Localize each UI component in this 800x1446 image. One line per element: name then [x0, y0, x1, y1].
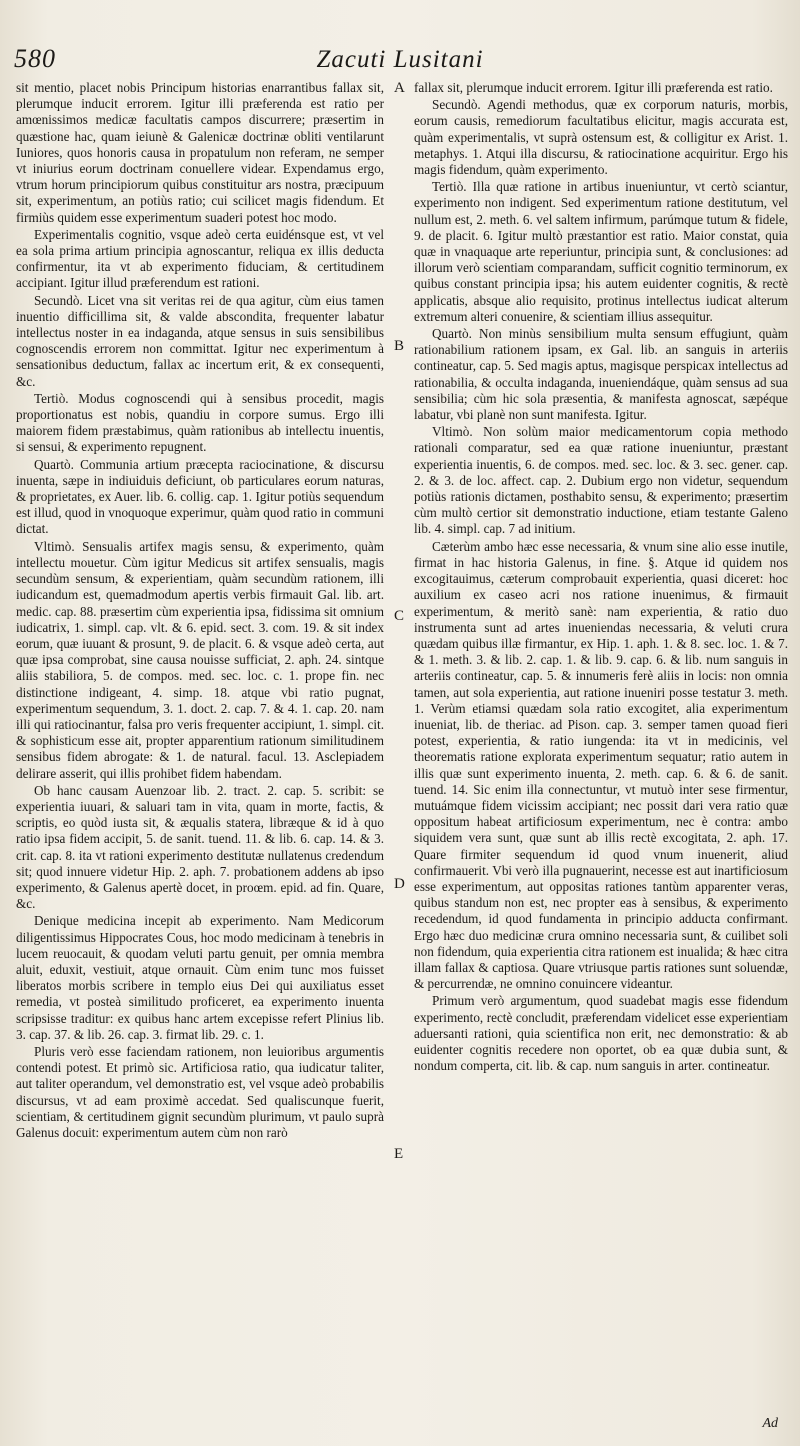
paragraph: Experimentalis cognitio, vsque adeò certa euidénsque est, vt vel ea sola prima artium principia agnoscantur, reliqua ex illis deducta confirmentur, ita vt ab experimento fiduciam, & certitudinem accipiant. Igitur illud præferendum est rationi. [16, 226, 384, 291]
paragraph: Vltimò. Sensualis artifex magis sensu, & experimento, quàm intellectu mouetur. Cùm igitur Medicus sit artifex sensualis, magis secundùm sensum, & experientiam, quàm secundùm rationem, illi iudicandum est, quemadmodum apertis verbis firmauit Gal. lib. art. medic. cap. 88. præsertim cùm experientia ipsa, fidissima sit omnium iudicatrix, 1. simpl. cap. vlt. & 6. epid. sect. 3. com. 19. & sit index eorum, quæ iuuant & prosunt, 9. de placit. 6. & vsque adeò certa, aut quæ ipsa comprobat, sine causa nouisse sufficiat, 2. aph. 24. sintque aliis stabiliora, 5. de compos. med. sec. loc. c. 1. prope fin. nec distinctione indigeant, 4. simp. 18. atque vbi ratio pugnat, experimentum sequendum, 3. 1. doct. 2. cap. 7. & 4. 1. cap. 20. nam illi qui ratiocinantur, falsa pro veris frequenter accipiunt, 1. simpl. cit. & sophisticum esse ait, propter apparentium rationum similitudinem sensibus fidem abrogate: & 1. de natural. facul. 13. Asclepiadem delirare asserit, qui illis prohibet fidem habendam. [16, 538, 384, 781]
paragraph: Tertiò. Modus cognoscendi qui à sensibus procedit, magis proportionatus est nobis, quandiu in corpore sumus. Ergo illi maiorem fidem præstabimus, quàm rationibus ab intellectu inuentis, si sensui, & experimento repugnent. [16, 390, 384, 455]
paragraph: Secundò. Agendi methodus, quæ ex corporum naturis, morbis, eorum causis, remediorum facultatibus elicitur, magis accurata est, quàm experimentalis, vt suprà ostensum est, & colligitur ex Arist. 1. metaphys. 1. Atqui illa discursu, & ratiocinatione acquiritur. Ergo his magis fidendum, quàm experimento. [414, 97, 788, 178]
margin-letter-c: C [394, 608, 405, 624]
paragraph: Denique medicina incepit ab experimento. Nam Medicorum diligentissimus Hippocrates Cous, hoc modo medicinam à tenebris in lucem reuocauit, & quodam veluti partu genuit, per omnia membra aluit, eduxit, vestiuit, atque ornauit. Cùm enim tunc mos fuisset liberatos morbis scribere in templo eius Dei qui auxiliatus esset remedia, vt posteà similitudo proficeret, ea experimento inuenta scripsisse traditur: ex quibus hanc artem excepisse refert Plinius lib. 3. cap. 37. & lib. 26. cap. 3. firmat lib. 29. c. 1. [16, 913, 384, 1042]
paragraph: fallax sit, plerumque inducit errorem. Igitur illi præferenda est ratio. [414, 80, 773, 95]
page-header [14, 44, 786, 78]
paragraph: Cæterùm ambo hæc esse necessaria, & vnum sine alio esse inutile, firmat in hac historia Galenus, in fine. §. Atque id quidem nos excogitauimus, cæterum comprobauit experientia, quasi diceret: hoc auxilium ex caseo acri nos ratione inuenimus, & firmauit experimentum, & meritò sanè: nam experientia, & ratio duo instrumenta sunt ad artes inueniendas necessaria, & veluti crura quædam quibus illæ firmantur, ex Hip. 1. aph. 1. & 8. sec. loc. 1. & 7. & 1. meth. 3. & lib. 2. cap. 1. & lib. 9. cap. 6. & lib. num sanguis in arteriis contineatur, cap. 5. & innumeris ferè aliis in locis: non omnia tamen, aut sola experientia, aut ratione inueniri posse testatur 3. meth. 1. Verùm etiamsi quædam sola ratio excogitet, alia experimentum inueniat, lib. de theriac. ad Pison. cap. 3. semper tamen quoad fieri potest, experientia, & ratio iungenda: ita vt in medicinis, vel theorematis ratione explorata experimentum sequatur; ratio autem in illis quæ sunt experimento inuenta, 2. meth. cap. 6. & 6. de sanit. tuend. 14. Sic enim illa connectuntur, vt mutuò inter sese firmentur, mutuámque fidem vicissim accipiant; nec possit dari vera ratio quæ oppositum habeat artificiosum experimentum, nec è contra: ambo siquidem vera sunt, quæ sunt ab illis rectè excogitata, 2. aph. 17. Quare firmiter sequendum id quod vnum inuenerit, aliud confirmauerit. Vbi verò illa pugnauerint, necesse est aut inartificiosum esse experimentum, aut oppositas rationes tantùm apparenter veras, quibus standum non est, nec propter eas à sensibus, & experimento recedendum, id quod fundamenta in principio adducta confirmant. Ergo hæc duo medicinæ crura omnino necessaria sunt, & cuilibet soli non fidendum, quia experientia citra rationem est inualida; & hæc citra illam fallax & captiosa. Quare vtriusque partis rationes sunt soluendæ, & percurrendæ, ne omnino conuincere videantur. [414, 538, 788, 992]
margin-letter-e: E [394, 1146, 404, 1162]
left-column [16, 80, 384, 1420]
paragraph: Primum verò argumentum, quod suadebat magis esse fidendum experimento, rectè concludit, præferendam videlicet esse experientiam aduersanti rationi, quia scientifica non erit, nec demonstratio: & ab euidenter cognitis recedere non oportet, ob ea quæ dubia sunt, & nondum comperta, cit. lib. & cap. num sanguis in arter. contineatur. [414, 993, 788, 1074]
right-column [414, 80, 788, 1420]
paragraph: Secundò. Licet vna sit veritas rei de qua agitur, cùm eius tamen inuentio difficillima sit, & valde abscondita, frequenter labatur intellectus noster in ea indaganda, atque sensus in suis sensibilibus cognoscendis errorem non committat. Igitur nec experimentum à sensationibus deductum, fallax ac incertum erit, & ex consequenti, &c. [16, 292, 384, 389]
paragraph: Quartò. Communia artium præcepta raciocinatione, & discursu inuenta, sæpe in indiuiduis deficiunt, ob particulares eorum naturas, & proprietates, ex Auer. lib. 6. collig. cap. 1. Igitur potiùs sequendum est illud, quod in vnoquoque experimur, quàm quod ratio in communi dictat. [16, 456, 384, 537]
paragraph: Pluris verò esse faciendam rationem, non leuioribus argumentis contendi potest. Et primò sic. Artificiosa ratio, qua iudicatur taliter, aut taliter operandum, vel demonstratio est, vel vsque adeò probabilis discursus, vt ad eam proximè accedat. Sed qualiscunque fuerit, scientiam, & certitudinem gignit secundùm plurimum, vt paulo suprà Galenus docuit: experimentum autem cùm non rarò [16, 1043, 384, 1140]
running-title: Zacuti Lusitani [316, 46, 484, 73]
paragraph: sit mentio, placet nobis Principum historias enarrantibus fallax sit, plerumque inducit errorem. Igitur illi præferenda est ratio per amœnissimos medicæ facultatis campos discurrere; præsertim in quæstione hac, quam ieiunè & Galenicæ doctrinæ obliti ventilarunt Iuniores, quos honoris causa in propatulum non referam, ne semper vt iniurius eorum doctrinam conuellere videar. Expendamus ergo, vtrum horum principiorum quibus constituitur ars nostra, præcipuum sit, experimentum, an potiùs ratio; cui scilicet magis fidendum. Et firmiùs quidem esse experimentum suaderi potest hoc modo. [16, 80, 384, 225]
catchword: Ad [762, 1416, 778, 1431]
paragraph: Ob hanc causam Auenzoar lib. 2. tract. 2. cap. 5. scribit: se experientia iuuari, & saluari tam in vita, quam in morte, factis, & scriptis, eo quòd iusta sit, & æqualis statera, libræque & id à quo ratio ipsa fidem accipit, 5. de sanit. tuend. 11. & lib. 6. cap. 14. & 3. crit. cap. 8. ita vt rationi experimento destitutæ nullatenus credendum sit; quod innuere videtur Hip. 2. aph. 7. probationem addens ab ipso experimento, & Galenus apertè docet, in proœm. epid. ad fin. Quare, &c. [16, 782, 384, 912]
margin-letter-d: D [394, 876, 405, 892]
margin-letter-a: A [394, 80, 405, 96]
page-number: 580 [14, 44, 56, 73]
paragraph: Tertiò. Illa quæ ratione in artibus inueniuntur, vt certò sciantur, experimento non indigent. Sed experimentum ratione destitutum, vel nullum est, 2. meth. 6. vel saltem infirmum, parúmque tutum & fidele, 9. de placit. 6. Igitur multò præstantior est ratio. Maior constat, quia quæ in vnaquaque arte reperiuntur, principia sunt, & conclusiones: ad illorum verò scientiam comparandam, sufficit cognitio terminorum, ex quibus constant principia ipsa; his autem euidenter cognitis, & rectè applicatis, absque alio requisito, protinus intellectus iudicat alterum extremum alteri conuenire, & scientiam illius assequitur. [414, 179, 788, 324]
paragraph: Vltimò. Non solùm maior medicamentorum copia methodo rationali comparatur, sed ea quæ ratione inueniuntur, præstant experientia inuentis, 6. de compos. med. sec. loc. & 3. sec. gener. cap. 2. & 3. de loc. affect. cap. 2. Dubium ergo non videtur, sequendum potiùs rationis dictamen, posthabito sensu, & experimento; præsertim cùm multò certior sit demonstratio inductione, etiam testante Galeno lib. 4. simpl. cap. 7 ad initium. [414, 424, 788, 537]
margin-letter-b: B [394, 338, 405, 354]
paragraph: Quartò. Non minùs sensibilium multa sensum effugiunt, quàm rationabilium rationem ipsam, ex Gal. lib. an sanguis in arteriis contineatur, cap. 5. Sed magis aptus, magisque perspicax intellectus ad rationabilia, & occulta indaganda, inueniendáque, quàm sensus ad sua sensibilia; cùm hic sola præsentia, & manifesta agnoscat, sæpéque labatur, vbi planè non sunt manifesta. Igitur. [414, 326, 788, 423]
